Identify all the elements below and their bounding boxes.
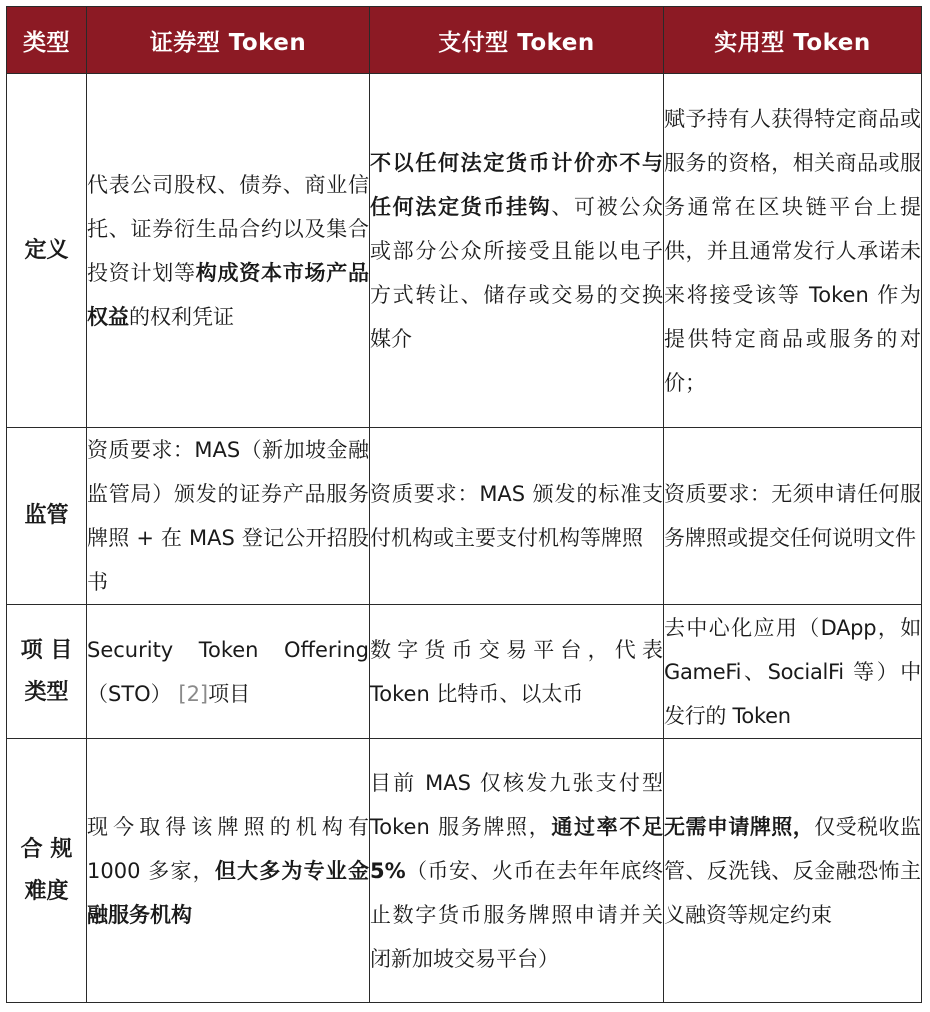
row-label-regulation: 监管 — [7, 428, 87, 605]
header-payment-token: 支付型 Token — [370, 7, 664, 74]
text: （币安、火币在去年年底终止数字货币服务牌照申请并关闭新加坡交易平台） — [370, 858, 663, 971]
bold-text: 无需申请牌照， — [664, 814, 815, 839]
cell-definition-security — [87, 74, 370, 428]
text: 代表公司股权、债券、商业信托、证券衍生品合约以及集合投资计划等 — [87, 172, 369, 285]
text: 的权利凭证 — [129, 304, 234, 329]
row-label-line: 合 规 — [20, 836, 73, 862]
text: 现今取得该牌照的机构有 1000 多家， — [87, 814, 369, 883]
header-utility-token: 实用型 Token — [664, 7, 922, 74]
text: 项目 — [208, 681, 251, 706]
header-security-token: 证券型 Token — [87, 7, 370, 74]
cell-compliance-payment — [370, 739, 664, 1003]
bold-text: 但大多为专业金融服务机构 — [87, 858, 369, 927]
row-project-type — [7, 605, 922, 739]
cell-compliance-utility — [664, 739, 922, 1003]
row-label-project-type — [7, 605, 87, 739]
row-regulation — [7, 428, 922, 605]
token-comparison-table — [6, 6, 922, 1003]
text: Security Token Offering（STO） — [87, 637, 369, 706]
row-label-definition: 定义 — [7, 74, 87, 428]
cell-project-type-security — [87, 605, 370, 739]
text: 仅受税收监管、反洗钱、反金融恐怖主义融资等规定约束 — [664, 814, 922, 927]
bold-text: 通过率不足 5% — [370, 814, 663, 883]
citation: [2] — [178, 681, 209, 706]
bold-text: 不以任何法定货币计价亦不与任何法定货币挂钩 — [370, 150, 663, 219]
row-label-compliance-difficulty — [7, 739, 87, 1003]
cell-regulation-utility: 资质要求：无须申请任何服务牌照或提交任何说明文件 — [664, 428, 922, 605]
cell-compliance-security — [87, 739, 370, 1003]
row-label-line: 类型 — [24, 679, 69, 705]
cell-project-type-utility: 去中心化应用（DApp，如 GameFi、SocialFi 等）中发行的 Token — [664, 605, 922, 739]
header-row — [7, 7, 922, 74]
row-definition — [7, 74, 922, 428]
cell-project-type-payment: 数字货币交易平台，代表 Token 比特币、以太币 — [370, 605, 664, 739]
cell-definition-payment — [370, 74, 664, 428]
row-compliance-difficulty — [7, 739, 922, 1003]
row-label-line: 难度 — [24, 878, 69, 904]
row-label-line: 项 目 — [20, 637, 73, 663]
bold-text: 构成资本市场产品权益 — [87, 260, 369, 329]
text: 目前 MAS 仅核发九张支付型 Token 服务牌照， — [370, 770, 663, 839]
header-type: 类型 — [7, 7, 87, 74]
cell-regulation-payment: 资质要求：MAS 颁发的标准支付机构或主要支付机构等牌照 — [370, 428, 664, 605]
text: 、可被公众或部分公众所接受且能以电子方式转让、储存或交易的交换媒介 — [370, 194, 664, 351]
cell-regulation-security: 资质要求：MAS（新加坡金融监管局）颁发的证券产品服务牌照 + 在 MAS 登记公开招股书 — [87, 428, 370, 605]
text: 赋予持有人获得特定商品或服务的资格，相关商品或服务通常在区块链平台上提供，并且通常发行人承诺未来将接受该等 Token 作为提供特定商品或服务的对价； — [664, 106, 921, 395]
cell-definition-utility — [664, 74, 922, 428]
